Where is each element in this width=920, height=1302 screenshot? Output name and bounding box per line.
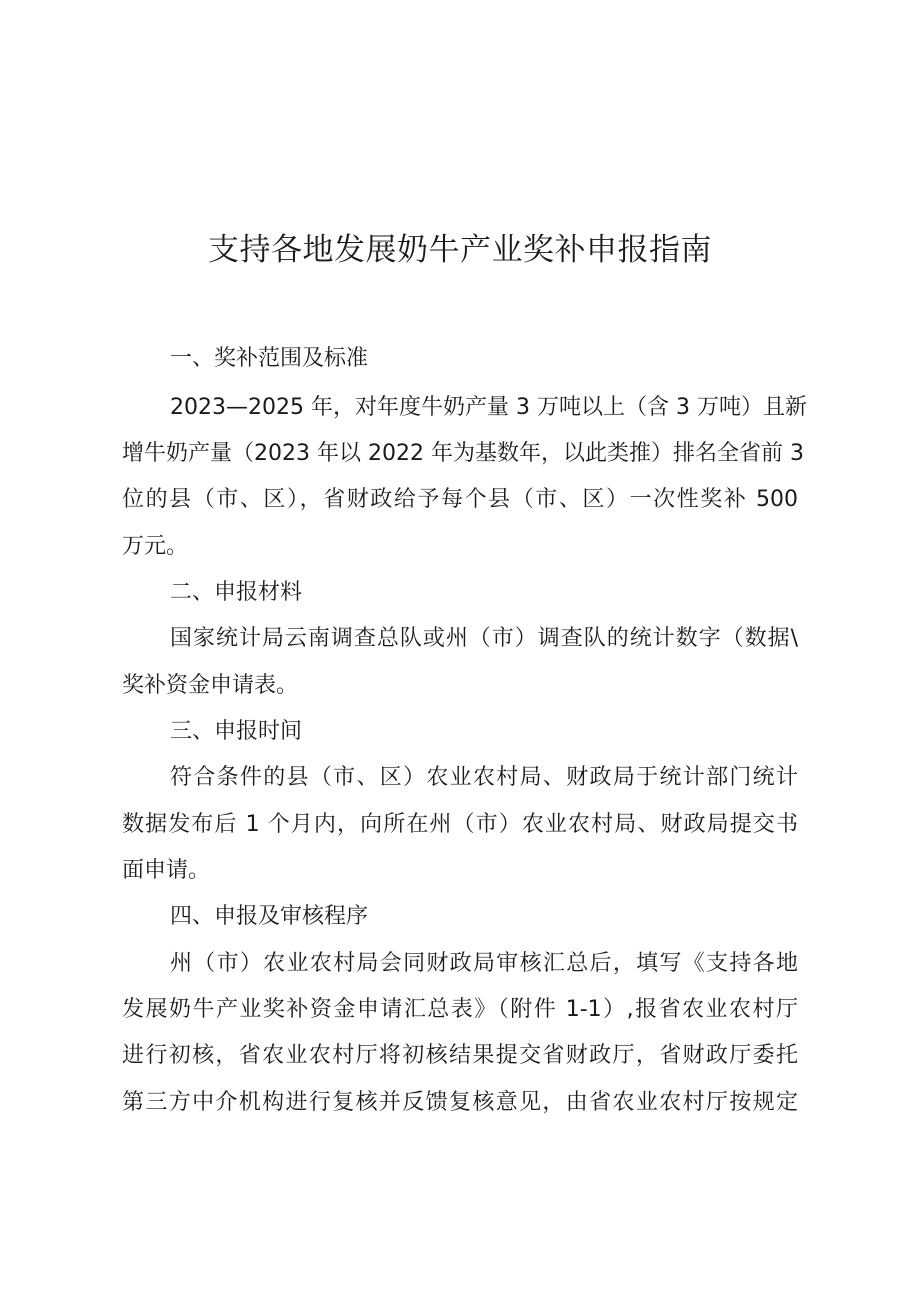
- document-title: 支持各地发展奶牛产业奖补申报指南: [208, 232, 712, 268]
- paragraph-line: 国家统计局云南调查总队或州（市）调查队的统计数字（数据\: [170, 626, 798, 651]
- paragraph-line: 2023—2025 年，对年度牛奶产量 3 万吨以上（含 3 万吨）且新: [170, 395, 807, 420]
- paragraph-line: 面申请。: [122, 858, 211, 883]
- paragraph-line: 奖补资金申请表。: [122, 673, 299, 698]
- paragraph-line: 发展奶牛产业奖补资金申请汇总表》（附件 1-1）,报省农业农村厅: [122, 997, 798, 1022]
- paragraph-line: 州（市）农业农村局会同财政局审核汇总后，填写《支持各地: [170, 951, 798, 976]
- paragraph-line: 增牛奶产量（2023 年以 2022 年为基数年，以此类推）排名全省前 3: [122, 441, 804, 466]
- section-heading-scope: 一、奖补范围及标准: [170, 346, 369, 371]
- paragraph-line: 万元。: [122, 534, 189, 559]
- paragraph-line: 符合条件的县（市、区）农业农村局、财政局于统计部门统计: [170, 765, 798, 790]
- section-heading-materials: 二、申报材料: [170, 580, 303, 605]
- paragraph-line: 进行初核，省农业农村厅将初核结果提交省财政厅，省财政厅委托: [122, 1043, 798, 1068]
- paragraph-line: 位的县（市、区），省财政给予每个县（市、区）一次性奖补 500: [122, 487, 798, 512]
- section-heading-procedure: 四、申报及审核程序: [170, 904, 369, 929]
- paragraph-line: 第三方中介机构进行复核并反馈复核意见，由省农业农村厅按规定: [122, 1090, 798, 1115]
- paragraph-line: 数据发布后 1 个月内，向所在州（市）农业农村局、财政局提交书: [122, 812, 798, 837]
- section-heading-time: 三、申报时间: [170, 719, 303, 744]
